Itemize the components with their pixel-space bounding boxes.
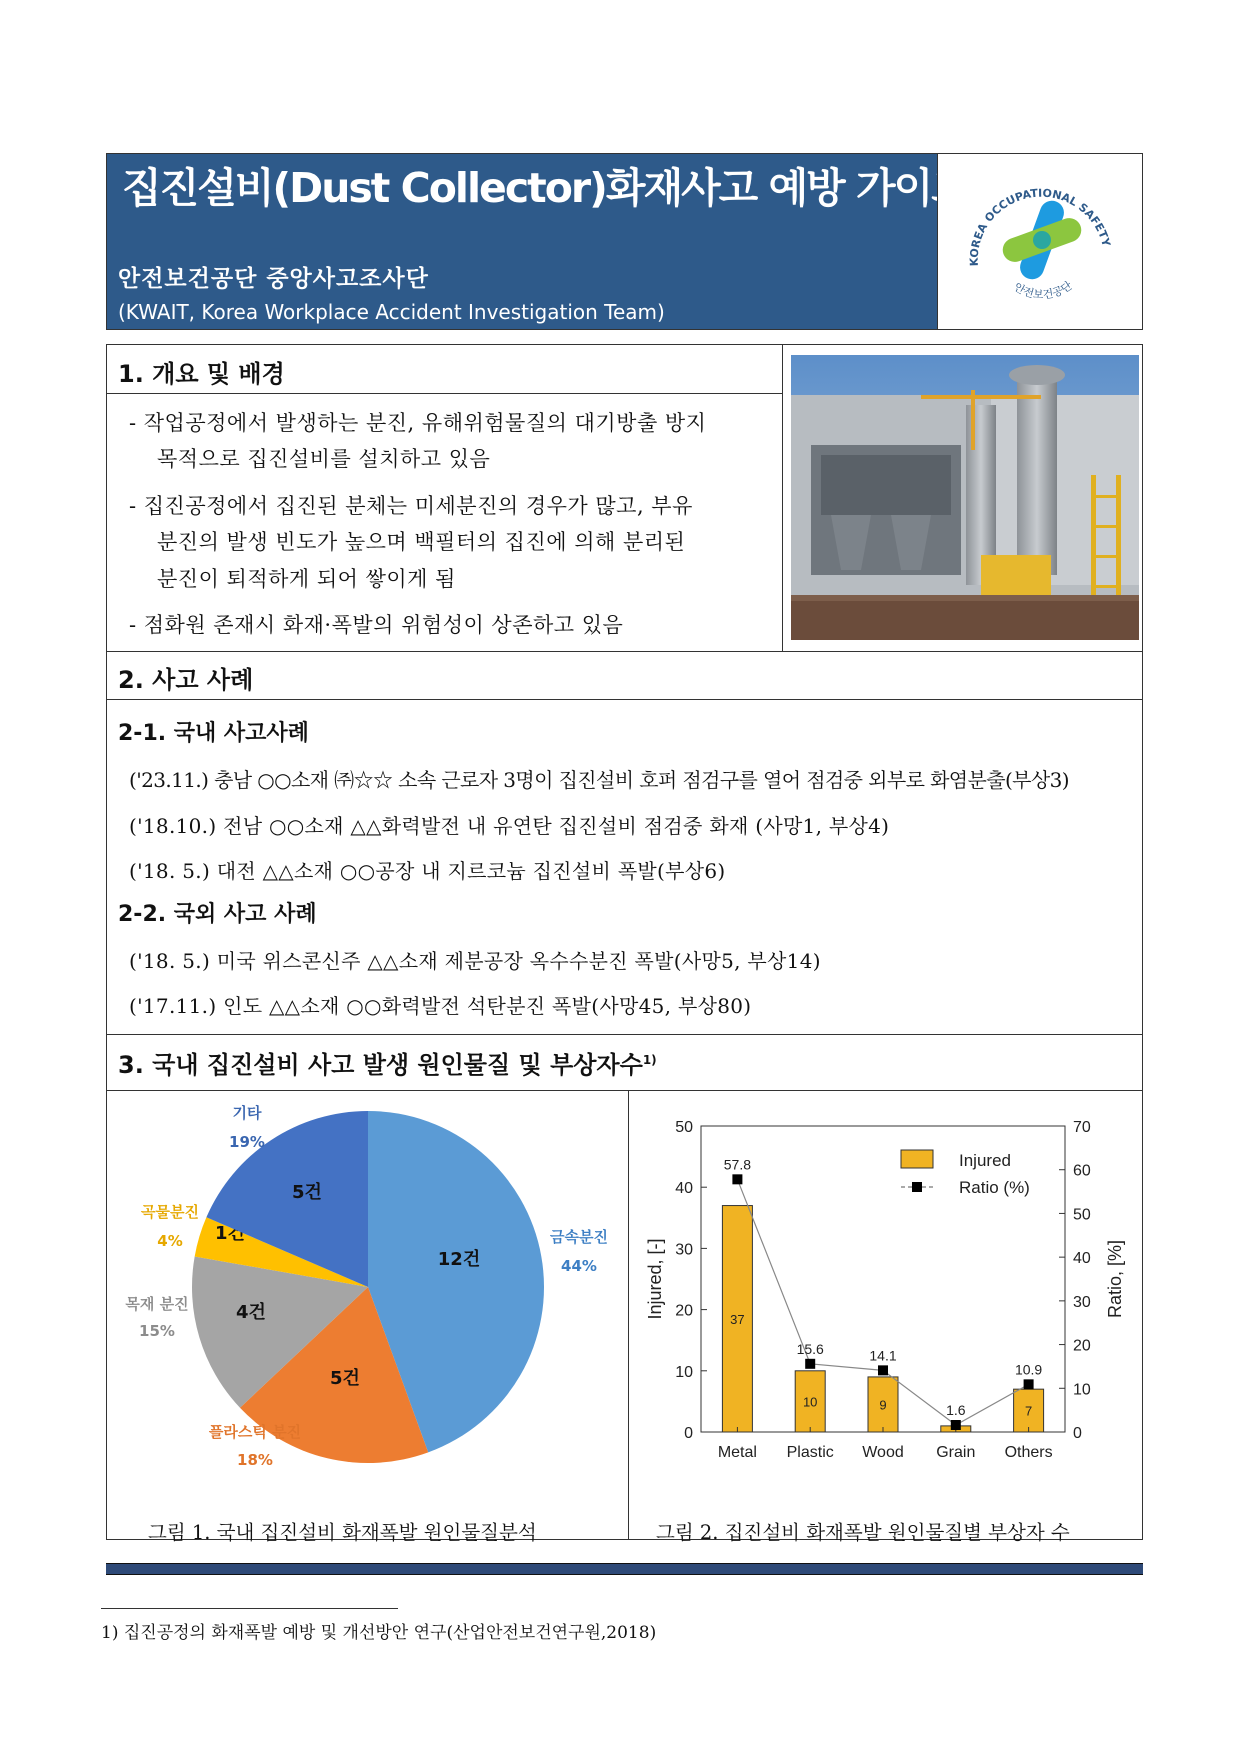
y-tick-label: 0	[684, 1425, 693, 1442]
pie-chart	[107, 1091, 627, 1511]
legend-swatch-ratio-point	[912, 1182, 922, 1192]
bar-value-label: 7	[1024, 1403, 1033, 1419]
pie-count-label: 5건	[330, 1368, 360, 1389]
section1-bullet1-line2: 목적으로 집진설비를 설치하고 있음	[157, 447, 491, 471]
section1-bullet1-line1: - 작업공정에서 발생하는 분진, 유해위험물질의 대기방출 방지	[129, 411, 707, 435]
section1-bullet2-line2: 분진의 발생 빈도가 높으며 백필터의 집진에 의해 분리된	[157, 530, 686, 554]
pie-category-label: 곡물분진	[141, 1203, 199, 1221]
pie-count-label: 5건	[292, 1182, 322, 1203]
ratio-point	[732, 1174, 742, 1184]
bar-value-label: 37	[730, 1311, 745, 1327]
divider	[106, 699, 1143, 700]
y2-tick-label: 60	[1073, 1162, 1091, 1180]
footnote-ref: 1)	[642, 1053, 657, 1067]
ratio-value-label: 15.6	[796, 1340, 824, 1357]
bar-value-label: 9	[879, 1397, 887, 1413]
logo-inner-text: 안전보건공단	[1011, 279, 1075, 302]
y-tick-label: 50	[675, 1119, 693, 1136]
y2-tick-label: 20	[1073, 1337, 1091, 1355]
agency-logo	[937, 154, 1143, 329]
ratio-value-label: 1.6	[946, 1402, 966, 1419]
x-tick-label: Plastic	[786, 1444, 834, 1461]
legend-swatch-injured	[901, 1150, 933, 1168]
ratio-point	[805, 1359, 815, 1369]
x-tick-label: Others	[1004, 1444, 1053, 1461]
y2-tick-label: 50	[1073, 1206, 1091, 1224]
divider	[106, 393, 782, 394]
ratio-point	[951, 1420, 961, 1430]
footnote-divider	[101, 1608, 398, 1609]
y-tick-label: 20	[675, 1302, 693, 1320]
footnote: 1) 집진공정의 화재폭발 예방 및 개선방안 연구(산업안전보건연구원,2018)	[101, 1623, 657, 1643]
divider	[782, 344, 783, 651]
section2-title: 2. 사고 사례	[118, 666, 254, 694]
section1-bullet2-line1: - 집진공정에서 집진된 분체는 미세분진의 경우가 많고, 부유	[129, 494, 693, 518]
legend-label: Injured	[959, 1151, 1011, 1170]
pie-percent-label: 44%	[561, 1257, 597, 1275]
pie-percent-label: 18%	[237, 1451, 273, 1469]
ratio-point	[1024, 1379, 1034, 1389]
pie-category-label: 기타	[232, 1104, 262, 1122]
y2-tick-label: 0	[1073, 1425, 1082, 1442]
domestic-case: ('18.10.) 전남 ○○소재 △△화력발전 내 유연탄 집진설비 점검중 화재 (사망1, 부상4)	[129, 814, 890, 838]
pie-count-label: 4건	[236, 1302, 266, 1323]
domestic-case: ('23.11.) 충남 ○○소재 ㈜☆☆ 소속 근로자 3명이 집진설비 호퍼 점검구를 열어 점검중 외부로 화염분출(부상3)	[129, 768, 1069, 792]
y-tick-label: 40	[675, 1180, 693, 1198]
logo-cross-icon	[999, 197, 1084, 282]
ratio-value-label: 14.1	[869, 1347, 897, 1364]
y-axis-label: Injured, [-]	[645, 1238, 665, 1320]
bar-chart	[629, 1091, 1142, 1511]
ratio-value-label: 10.9	[1014, 1361, 1043, 1378]
y-tick-label: 30	[675, 1241, 693, 1259]
foreign-case: ('17.11.) 인도 △△소재 ○○화력발전 석탄분진 폭발(사망45, 부상80)	[129, 994, 752, 1018]
section3-title	[118, 1045, 657, 1080]
section1-title: 1. 개요 및 배경	[118, 360, 285, 388]
legend-label: Ratio (%)	[959, 1178, 1030, 1197]
pie-category-label: 목재 분진	[125, 1295, 189, 1313]
ratio-point	[878, 1365, 888, 1375]
y2-tick-label: 70	[1073, 1119, 1091, 1136]
section3-title-text: 3. 국내 집진설비 사고 발생 원인물질 및 부상자수	[118, 1051, 643, 1079]
foreign-cases-title: 2-2. 국외 사고 사례	[118, 902, 317, 927]
ratio-value-label: 57.8	[723, 1156, 752, 1173]
x-tick-label: Metal	[717, 1444, 757, 1461]
section1-bullet3-line1: - 점화원 존재시 화재·폭발의 위험성이 상존하고 있음	[129, 613, 624, 637]
logo-outer-text: KOREA OCCUPATIONAL SAFETY	[967, 186, 1113, 267]
figure2-caption: 그림 2. 집진설비 화재폭발 원인물질별 부상자 수	[656, 1521, 1070, 1544]
divider	[106, 1034, 1143, 1035]
x-tick-label: Grain	[936, 1444, 976, 1461]
pie-count-label: 1건	[215, 1223, 245, 1244]
x-tick-label: Wood	[862, 1444, 904, 1461]
organization-name: 안전보건공단 중앙사고조사단	[118, 266, 429, 292]
bar-value-label: 10	[802, 1394, 818, 1410]
pie-category-label: 플라스틱 분진	[208, 1423, 302, 1441]
divider	[106, 651, 1143, 652]
y2-tick-label: 40	[1073, 1250, 1091, 1268]
domestic-case: ('18. 5.) 대전 △△소재 ○○공장 내 지르코늄 집진설비 폭발(부상6)	[129, 859, 726, 883]
y2-tick-label: 10	[1073, 1381, 1091, 1399]
pie-percent-label: 4%	[157, 1232, 183, 1250]
figure1-caption: 그림 1. 국내 집진설비 화재폭발 원인물질분석	[148, 1521, 537, 1544]
y-tick-label: 10	[675, 1363, 693, 1381]
domestic-cases-title: 2-1. 국내 사고사례	[118, 721, 309, 746]
bottom-bar	[106, 1563, 1143, 1575]
document-title: 집진설비(Dust Collector)화재사고 예방 가이드	[122, 164, 969, 212]
section1-bullet2-line3: 분진이 퇴적하게 되어 쌓이게 됨	[157, 567, 456, 591]
foreign-case: ('18. 5.) 미국 위스콘신주 △△소재 제분공장 옥수수분진 폭발(사망5, 부상14)	[129, 949, 821, 973]
y2-axis-label: Ratio, [%]	[1105, 1239, 1125, 1319]
dust-collector-photo	[791, 355, 1139, 640]
y2-tick-label: 30	[1073, 1293, 1091, 1311]
pie-percent-label: 15%	[139, 1322, 175, 1340]
pie-percent-label: 19%	[229, 1133, 265, 1151]
pie-category-label: 금속분진	[550, 1228, 608, 1246]
organization-english-name: (KWAIT, Korea Workplace Accident Investigation Team)	[118, 300, 665, 324]
pie-count-label: 12건	[437, 1249, 481, 1270]
